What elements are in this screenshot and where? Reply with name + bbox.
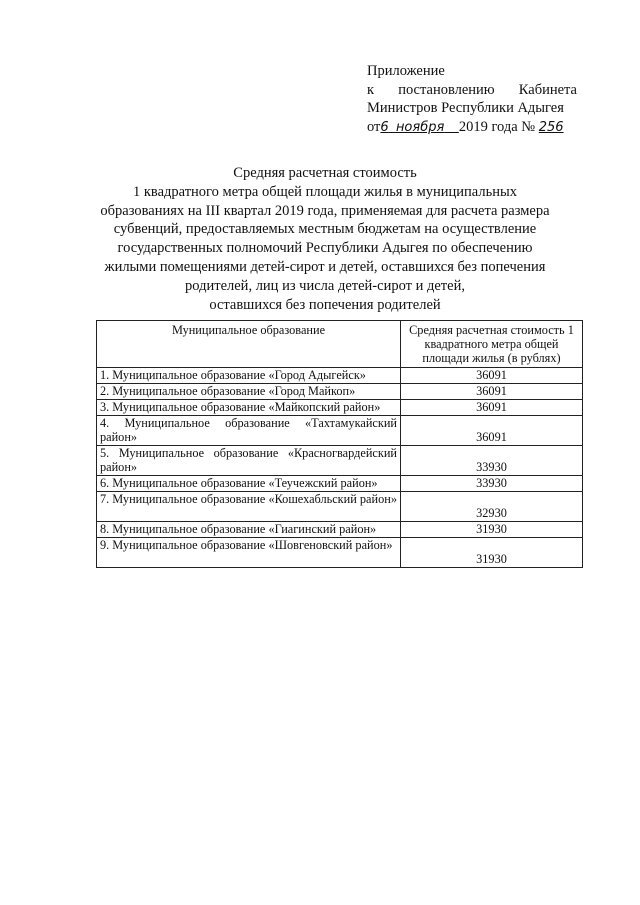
document-title bbox=[80, 164, 570, 314]
row-municipality: 2. Муниципальное образование «Город Майкоп» bbox=[97, 383, 401, 399]
table-row bbox=[97, 415, 583, 445]
row-cost: 33930 bbox=[401, 475, 583, 491]
table-row bbox=[97, 399, 583, 415]
table-row bbox=[97, 491, 583, 521]
table-row bbox=[97, 537, 583, 567]
table-row bbox=[97, 521, 583, 537]
row-municipality: 4. Муниципальное образование «Тахтамукайский район» bbox=[97, 415, 401, 445]
row-cost: 36091 bbox=[401, 415, 583, 445]
row-cost: 36091 bbox=[401, 383, 583, 399]
header-municipality: Муниципальное образование bbox=[97, 321, 401, 368]
title-line: родителей, лиц из числа детей-сирот и детей, bbox=[185, 277, 465, 294]
row-municipality: 5. Муниципальное образование «Красногвардейский район» bbox=[97, 445, 401, 475]
title-line: 1 квадратного метра общей площади жилья в муниципальных bbox=[133, 183, 517, 200]
row-municipality: 7. Муниципальное образование «Кошехабльский район» bbox=[97, 491, 401, 521]
table-row bbox=[97, 445, 583, 475]
header-cost: Средняя расчетная стоимость 1 квадратного метра общей площади жилья (в рублях) bbox=[401, 321, 583, 368]
row-cost: 36091 bbox=[401, 399, 583, 415]
appendix-date-line bbox=[367, 118, 577, 138]
table-header-row bbox=[97, 321, 583, 368]
row-cost: 33930 bbox=[401, 445, 583, 475]
row-municipality: 9. Муниципальное образование «Шовгеновский район» bbox=[97, 537, 401, 567]
table-row bbox=[97, 383, 583, 399]
appendix-k: к bbox=[367, 81, 375, 98]
row-municipality: 1. Муниципальное образование «Город Адыгейск» bbox=[97, 367, 401, 383]
row-municipality: 6. Муниципальное образование «Теучежский район» bbox=[97, 475, 401, 491]
title-line: жилыми помещениями детей-сирот и детей, оставшихся без попечения bbox=[104, 258, 546, 275]
table-row bbox=[97, 475, 583, 491]
title-line: оставшихся без попечения родителей bbox=[209, 296, 441, 313]
appendix-resolution: постановлению bbox=[398, 81, 495, 98]
row-municipality: 3. Муниципальное образование «Майкопский район» bbox=[97, 399, 401, 415]
appendix-doc-number: 256 bbox=[538, 119, 564, 135]
title-line: Средняя расчетная стоимость bbox=[233, 165, 417, 181]
row-municipality: 8. Муниципальное образование «Гиагинский район» bbox=[97, 521, 401, 537]
appendix-date-prefix: от bbox=[367, 118, 381, 135]
appendix-date-day: 6 ноября bbox=[380, 119, 445, 135]
row-cost: 31930 bbox=[401, 537, 583, 567]
title-line: образованиях на III квартал 2019 года, применяемая для расчета размера bbox=[100, 202, 550, 219]
row-cost: 36091 bbox=[401, 367, 583, 383]
appendix-cabinet: Кабинета bbox=[518, 81, 577, 98]
appendix-header bbox=[367, 62, 577, 137]
row-cost: 32930 bbox=[401, 491, 583, 521]
appendix-resolution-line bbox=[367, 81, 577, 100]
title-line: государственных полномочий Республики Адыгея по обеспечению bbox=[117, 240, 533, 257]
appendix-date-year: 2019 года № bbox=[458, 118, 536, 135]
appendix-label: Приложение bbox=[367, 63, 445, 79]
appendix-ministers: Министров Республики Адыгея bbox=[367, 100, 564, 116]
title-line: субвенций, предоставляемых местным бюджетам на осуществление bbox=[113, 221, 537, 238]
table-row bbox=[97, 367, 583, 383]
cost-table bbox=[96, 320, 583, 568]
row-cost: 31930 bbox=[401, 521, 583, 537]
